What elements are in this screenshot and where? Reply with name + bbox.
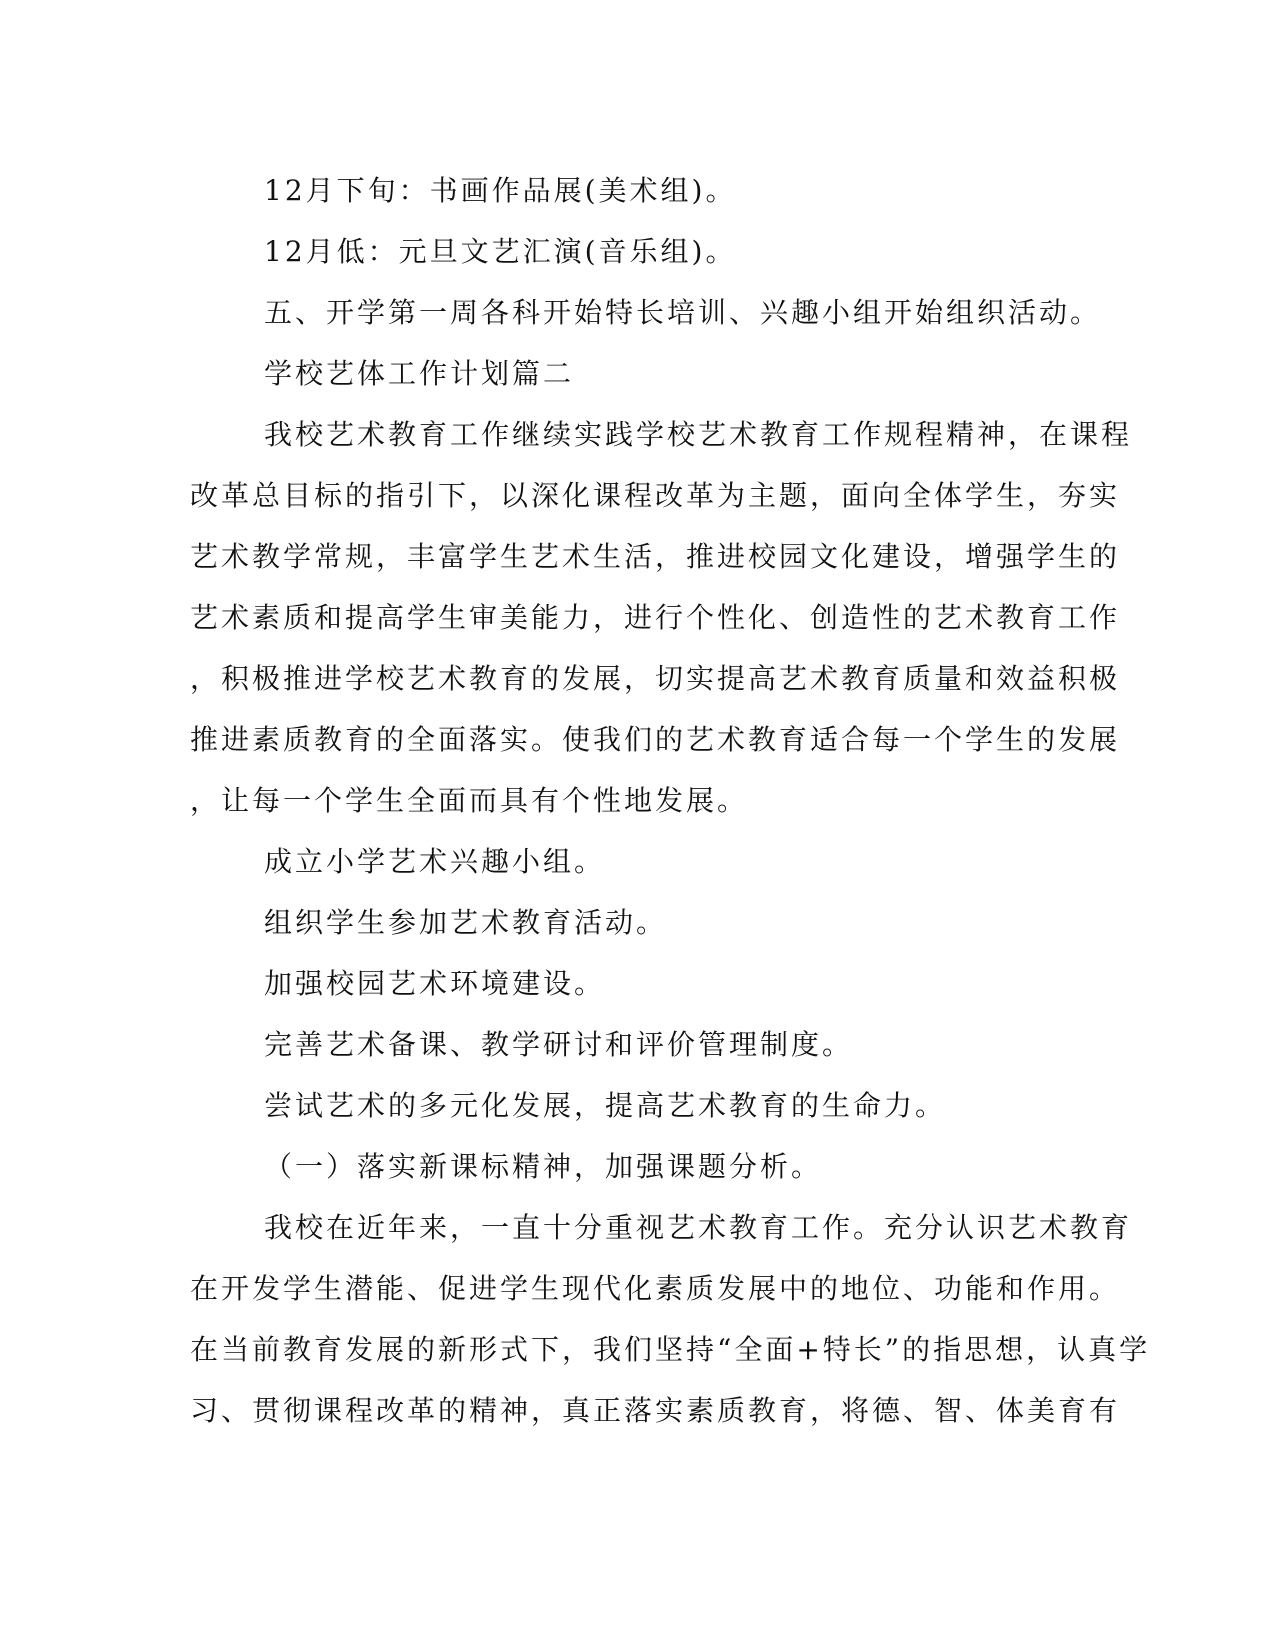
paragraph-line: 我校在近年来，一直十分重视艺术教育工作。充分认识艺术教育 — [264, 1211, 1133, 1244]
paragraph-line: 推进素质教育的全面落实。使我们的艺术教育适合每一个学生的发展 — [190, 723, 1121, 756]
paragraph-line: 改革总目标的指引下，以深化课程改革为主题，面向全体学生，夯实 — [190, 479, 1121, 512]
document-body — [190, 160, 1151, 1441]
paragraph-line: 习、贯彻课程改革的精神，真正落实素质教育，将德、智、体美育有 — [190, 1394, 1121, 1427]
section-heading-plan-two: 学校艺体工作计划篇二 — [264, 357, 575, 390]
goal-item-interest-group: 成立小学艺术兴趣小组。 — [264, 845, 606, 878]
goal-item-organize-activities: 组织学生参加艺术教育活动。 — [264, 906, 668, 939]
schedule-line-calligraphy-exhibition: 12月下旬：书画作品展(美术组)。 — [264, 174, 737, 207]
goal-item-campus-environment: 加强校园艺术环境建设。 — [264, 967, 606, 1000]
paragraph-line: 艺术素质和提高学生审美能力，进行个性化、创造性的艺术教育工作 — [190, 601, 1121, 634]
schedule-line-new-year-performance: 12月低：元旦文艺汇演(音乐组)。 — [264, 235, 737, 268]
paragraph-line: 我校艺术教育工作继续实践学校艺术教育工作规程精神，在课程 — [264, 418, 1133, 451]
paragraph-art-education-intro — [190, 404, 1133, 831]
paragraph-line: 在当前教育发展的新形式下，我们坚持“全面+特长”的指思想，认真学 — [190, 1333, 1151, 1366]
paragraph-line: ，积极推进学校艺术教育的发展，切实提高艺术教育质量和效益积极 — [190, 662, 1121, 695]
paragraph-line: 艺术教学常规，丰富学生艺术生活，推进校园文化建设，增强学生的 — [190, 540, 1121, 573]
item-five-training-start: 五、开学第一周各科开始特长培训、兴趣小组开始组织活动。 — [264, 296, 1102, 329]
goal-item-management-system: 完善艺术备课、教学研讨和评价管理制度。 — [264, 1028, 854, 1061]
paragraph-line: ，让每一个学生全面而具有个性地发展。 — [190, 784, 749, 817]
goal-item-diversified-development: 尝试艺术的多元化发展，提高艺术教育的生命力。 — [264, 1089, 947, 1122]
paragraph-line: 在开发学生潜能、促进学生现代化素质发展中的地位、功能和作用。 — [190, 1272, 1121, 1305]
subsection-heading-one: （一）落实新课标精神，加强课题分析。 — [264, 1150, 823, 1183]
paragraph-school-emphasis — [190, 1197, 1151, 1441]
